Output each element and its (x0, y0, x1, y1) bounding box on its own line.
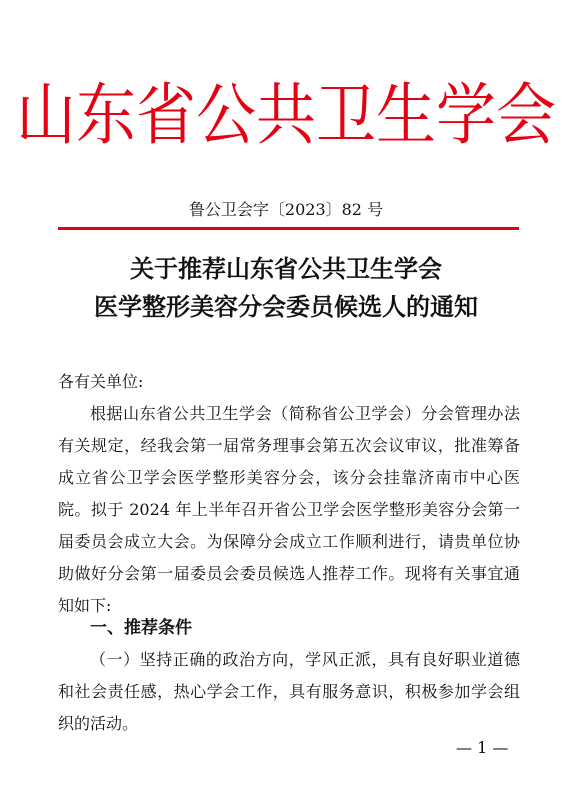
org-letterhead: 山东省公共卫生学会 (16, 76, 556, 155)
red-divider (58, 227, 519, 230)
section-item: （一）坚持正确的政治方向，学风正派，具有良好职业道德和社会责任感，热心学会工作，具有服务意识，积极参加学会组织的活动。 (58, 650, 520, 733)
section-heading: 一、推荐条件 (90, 618, 192, 638)
document-number: 鲁公卫会字〔2023〕82 号 (188, 200, 384, 219)
page-number: — 1 — (456, 738, 509, 757)
document-title-line1: 关于推荐山东省公共卫生学会 (130, 254, 442, 283)
salutation: 各有关单位: (58, 372, 144, 391)
document-title-line2: 医学整形美容分会委员候选人的通知 (94, 292, 478, 321)
body-paragraph: 根据山东省公共卫生学会（简称省公卫学会）分会管理办法有关规定，经我会第一届常务理事会第五次会议审议，批准筹备成立省公卫学会医学整形美容分会，该分会挂靠济南市中心医院。拟于 2024 年上半年召开省公卫学会医学整形美容分会第一届委员会成立大会。为保障分会成立工作顺利进行，请贵单位协助做好分会第一届委员会委员候选人推荐工作。现将有关事宜通知如下: (58, 404, 520, 615)
